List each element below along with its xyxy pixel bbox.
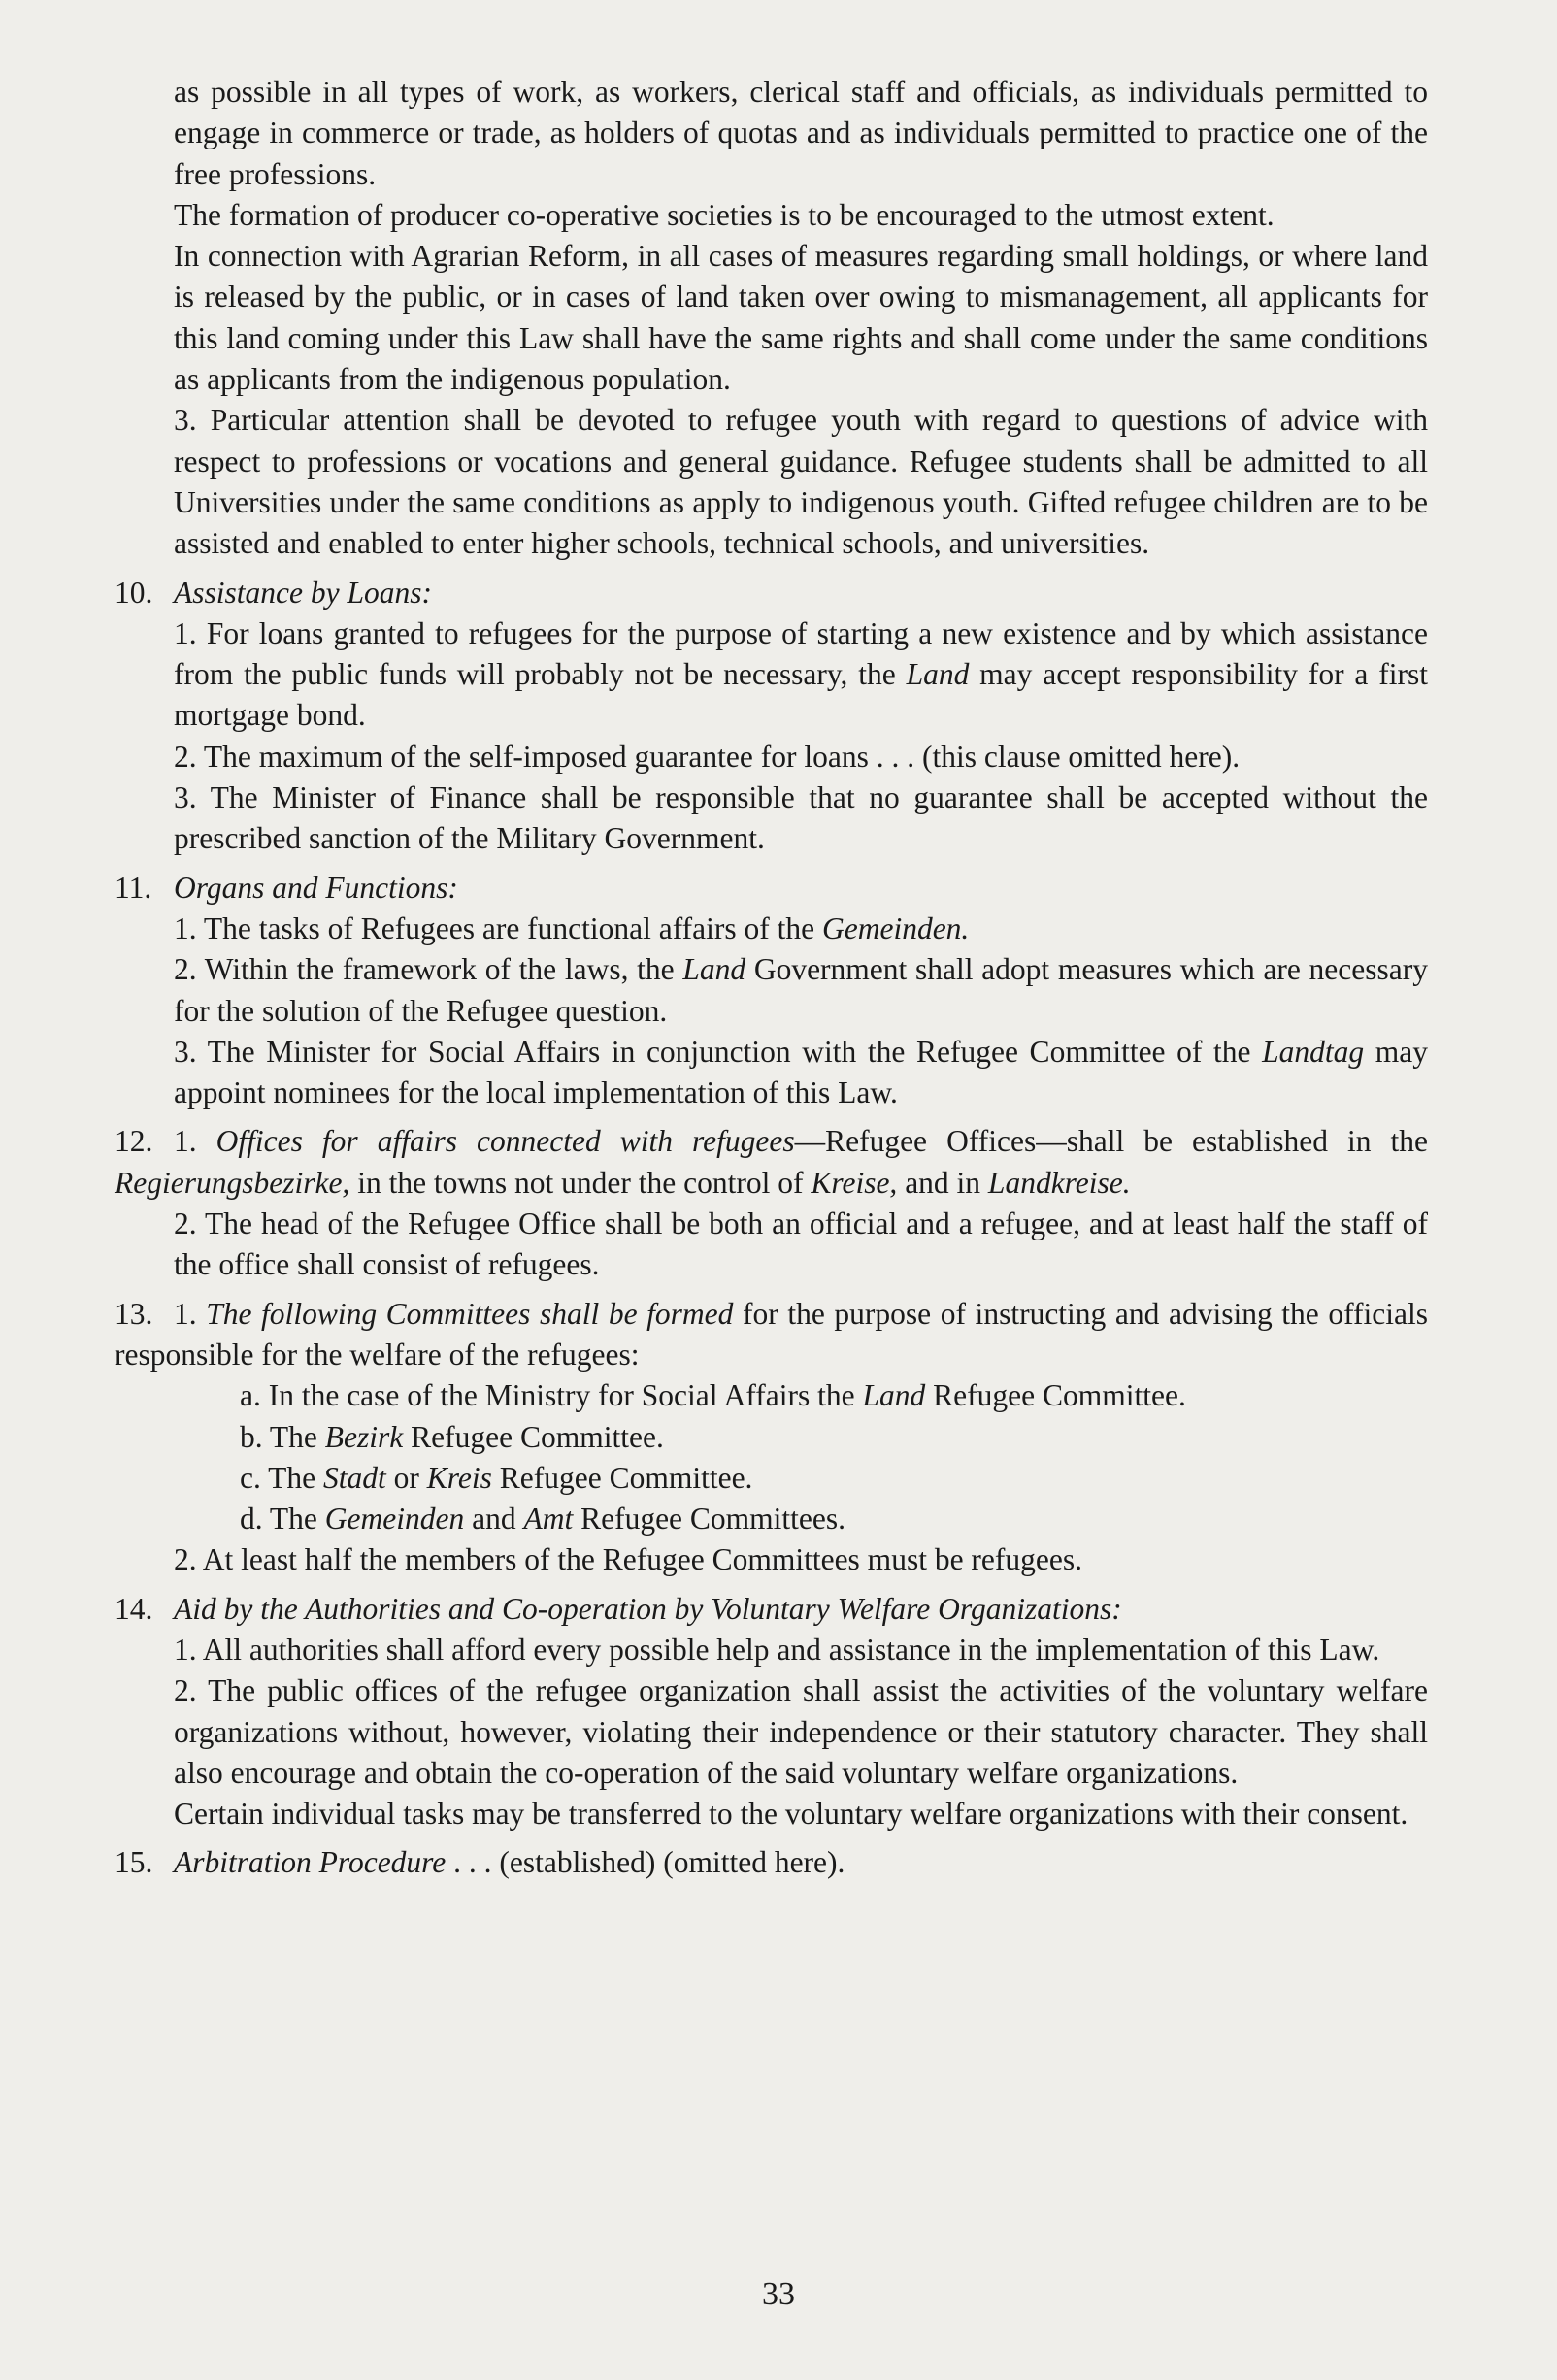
section-title: Aid by the Authorities and Co-operation by Voluntary Welfare Organizations: — [174, 1591, 1122, 1626]
section-10-heading — [115, 573, 1428, 613]
section-title: Organs and Functions: — [174, 870, 458, 905]
body-text — [115, 72, 1429, 1884]
section-11-heading — [115, 868, 1428, 909]
clause-10-1: 1. For loans granted to refugees for the purpose of starting a new existence and by which assistance from the public funds will probably not be necessary, the Land may accept responsibility for a first mortgage bond. — [174, 615, 1428, 733]
page-number: 33 — [762, 2276, 795, 2312]
paragraph-refugee-youth: 3. Particular attention shall be devoted to refugee youth with regard to questions of advice with respect to professions or vocations and general guidance. Refugee students shall be admitted to all Universities under the same conditions as apply to indigenous youth. Gifted refugee children are to be assisted and enabled to enter higher schools, technical schools, and universities. — [174, 403, 1428, 561]
clause-11-3: 3. The Minister for Social Affairs in conjunction with the Refugee Committee of the Landtag may appoint nominees for the local implementation of this Law. — [174, 1034, 1428, 1110]
committee-item-d: d. The Gemeinden and Amt Refugee Committees. — [240, 1502, 846, 1537]
committee-item-a: a. In the case of the Ministry for Social Affairs the Land Refugee Committee. — [240, 1378, 1186, 1413]
paragraph-employment: as possible in all types of work, as workers, clerical staff and officials, as individuals permitted to engage in commerce or trade, as holders of quotas and as individuals permitted to practice one of the free professions. — [174, 75, 1428, 191]
clause-11-2: 2. Within the framework of the laws, the Land Government shall adopt measures which are necessary for the solution of the Refugee question. — [174, 952, 1428, 1028]
clause-10-2: 2. The maximum of the self-imposed guarantee for loans . . . (this clause omitted here). — [174, 739, 1241, 774]
clause-14-1: 1. All authorities shall afford every possible help and assistance in the implementation of this Law. — [174, 1632, 1380, 1667]
clause-12-1: 12. 1. Offices for affairs connected with refugees—Refugee Offices—shall be established in the Regierungsbezirke, in the towns not under the control of Kreise, and in Landkreise. — [115, 1121, 1428, 1204]
section-number: 13. — [115, 1296, 153, 1331]
section-number: 15. — [115, 1845, 153, 1880]
section-14-heading — [115, 1589, 1428, 1630]
clause-12-2: 2. The head of the Refugee Office shall be both an official and a refugee, and at least half the staff of the office shall consist of refugees. — [174, 1207, 1428, 1282]
clause-11-1: 1. The tasks of Refugees are functional affairs of the Gemeinden. — [174, 910, 970, 945]
section-15-tail: . . . (established) (omitted here). — [446, 1845, 845, 1880]
clause-14-3: Certain individual tasks may be transferred to the voluntary welfare organizations with their consent. — [174, 1797, 1408, 1832]
clause-13-1: 13. 1. The following Committees shall be formed for the purpose of instructing and advising the officials responsible for the welfare of the refugees: — [115, 1294, 1428, 1376]
section-15-heading — [115, 1842, 1428, 1883]
section-number: 14. — [115, 1591, 153, 1626]
section-number: 11. — [115, 870, 152, 905]
clause-10-3: 3. The Minister of Finance shall be responsible that no guarantee shall be accepted without the prescribed sanction of the Military Government. — [174, 780, 1428, 856]
section-title: Arbitration Procedure — [174, 1845, 447, 1880]
section-number: 10. — [115, 575, 153, 610]
section-title: Assistance by Loans: — [174, 575, 432, 610]
clause-13-2: 2. At least half the members of the Refugee Committees must be refugees. — [174, 1542, 1082, 1577]
committee-item-c: c. The Stadt or Kreis Refugee Committee. — [240, 1460, 753, 1495]
clause-14-2: 2. The public offices of the refugee organization shall assist the activities of the voluntary welfare organizations without, however, violating their independence or their statutory character. They shall also encourage and obtain the co-operation of the said voluntary welfare organizations. — [174, 1673, 1428, 1790]
paragraph-cooperatives: The formation of producer co-operative societies is to be encouraged to the utmost extent. — [174, 197, 1275, 232]
committee-item-b: b. The Bezirk Refugee Committee. — [240, 1419, 664, 1454]
paragraph-agrarian-reform: In connection with Agrarian Reform, in all cases of measures regarding small holdings, or where land is released by the public, or in cases of land taken over owing to mismanagement, all applicants for this land coming under this Law shall have the same rights and shall come under the same conditions as applicants from the indigenous population. — [174, 239, 1428, 397]
section-number: 12. — [115, 1124, 153, 1159]
